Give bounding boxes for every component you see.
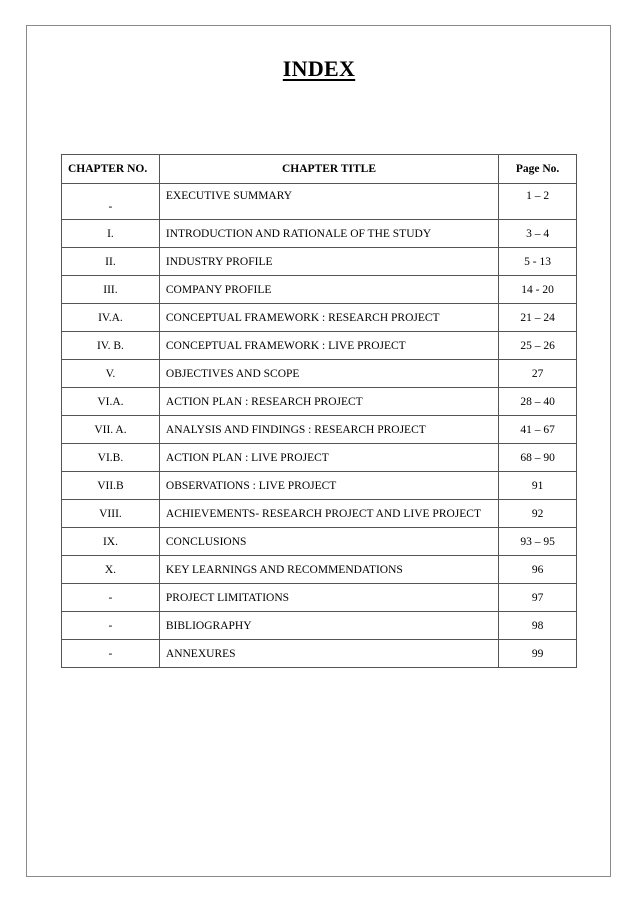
table-row: [62, 556, 577, 584]
page-no-cell: 25 – 26: [499, 332, 577, 360]
header-chapter-title: CHAPTER TITLE: [159, 155, 498, 184]
table-row: [62, 248, 577, 276]
chapter-title-cell: CONCLUSIONS: [159, 528, 498, 556]
table-row: [62, 584, 577, 612]
chapter-no-cell: -: [62, 612, 160, 640]
table-row: [62, 220, 577, 248]
page-no-cell: 21 – 24: [499, 304, 577, 332]
table-row: [62, 500, 577, 528]
table-row: [62, 332, 577, 360]
chapter-no-cell: -: [62, 584, 160, 612]
chapter-title-cell: EXECUTIVE SUMMARY: [159, 184, 498, 220]
page-no-cell: 99: [499, 640, 577, 668]
page-no-cell: 68 – 90: [499, 444, 577, 472]
chapter-no-cell: VII. A.: [62, 416, 160, 444]
chapter-no-cell: IX.: [62, 528, 160, 556]
page-title: INDEX: [282, 56, 356, 81]
table-row: [62, 416, 577, 444]
page-no-cell: 41 – 67: [499, 416, 577, 444]
chapter-no-cell: X.: [62, 556, 160, 584]
header-chapter-no: CHAPTER NO.: [62, 155, 160, 184]
chapter-no-cell: -: [62, 640, 160, 668]
page-no-cell: 91: [499, 472, 577, 500]
chapter-no-cell: V.: [62, 360, 160, 388]
chapter-title-cell: BIBLIOGRAPHY: [159, 612, 498, 640]
chapter-title-cell: ACHIEVEMENTS- RESEARCH PROJECT AND LIVE PROJECT: [159, 500, 498, 528]
table-header-row: [62, 155, 577, 184]
table-row: [62, 360, 577, 388]
chapter-no-cell: VI.B.: [62, 444, 160, 472]
chapter-no-cell: IV. B.: [62, 332, 160, 360]
table-row: [62, 528, 577, 556]
page-no-cell: 98: [499, 612, 577, 640]
chapter-no-cell: I.: [62, 220, 160, 248]
header-page-no: Page No.: [499, 155, 577, 184]
chapter-no-cell: III.: [62, 276, 160, 304]
page-no-cell: 27: [499, 360, 577, 388]
page-no-cell: 14 - 20: [499, 276, 577, 304]
chapter-title-cell: ACTION PLAN : RESEARCH PROJECT: [159, 388, 498, 416]
chapter-no-cell: -: [62, 184, 160, 220]
index-table: [61, 154, 577, 668]
chapter-title-cell: OBJECTIVES AND SCOPE: [159, 360, 498, 388]
chapter-no-cell: IV.A.: [62, 304, 160, 332]
chapter-title-cell: INDUSTRY PROFILE: [159, 248, 498, 276]
chapter-title-cell: ACTION PLAN : LIVE PROJECT: [159, 444, 498, 472]
table-row: [62, 472, 577, 500]
page-no-cell: 96: [499, 556, 577, 584]
table-row: [62, 276, 577, 304]
chapter-title-cell: CONCEPTUAL FRAMEWORK : RESEARCH PROJECT: [159, 304, 498, 332]
table-row: [62, 444, 577, 472]
page-no-cell: 28 – 40: [499, 388, 577, 416]
chapter-no-cell: VII.B: [62, 472, 160, 500]
chapter-no-cell: VIII.: [62, 500, 160, 528]
table-row: [62, 640, 577, 668]
chapter-title-cell: ANALYSIS AND FINDINGS : RESEARCH PROJECT: [159, 416, 498, 444]
chapter-title-cell: CONCEPTUAL FRAMEWORK : LIVE PROJECT: [159, 332, 498, 360]
table-row: [62, 612, 577, 640]
chapter-title-cell: OBSERVATIONS : LIVE PROJECT: [159, 472, 498, 500]
chapter-no-cell: II.: [62, 248, 160, 276]
table-row: [62, 184, 577, 220]
page-no-cell: 3 – 4: [499, 220, 577, 248]
page-no-cell: 97: [499, 584, 577, 612]
chapter-title-cell: PROJECT LIMITATIONS: [159, 584, 498, 612]
chapter-no-cell: VI.A.: [62, 388, 160, 416]
chapter-title-cell: INTRODUCTION AND RATIONALE OF THE STUDY: [159, 220, 498, 248]
table-row: [62, 388, 577, 416]
page-no-cell: 93 – 95: [499, 528, 577, 556]
chapter-title-cell: KEY LEARNINGS AND RECOMMENDATIONS: [159, 556, 498, 584]
chapter-title-cell: ANNEXURES: [159, 640, 498, 668]
table-row: [62, 304, 577, 332]
page-no-cell: 1 – 2: [499, 184, 577, 220]
page-no-cell: 92: [499, 500, 577, 528]
page-no-cell: 5 - 13: [499, 248, 577, 276]
chapter-title-cell: COMPANY PROFILE: [159, 276, 498, 304]
